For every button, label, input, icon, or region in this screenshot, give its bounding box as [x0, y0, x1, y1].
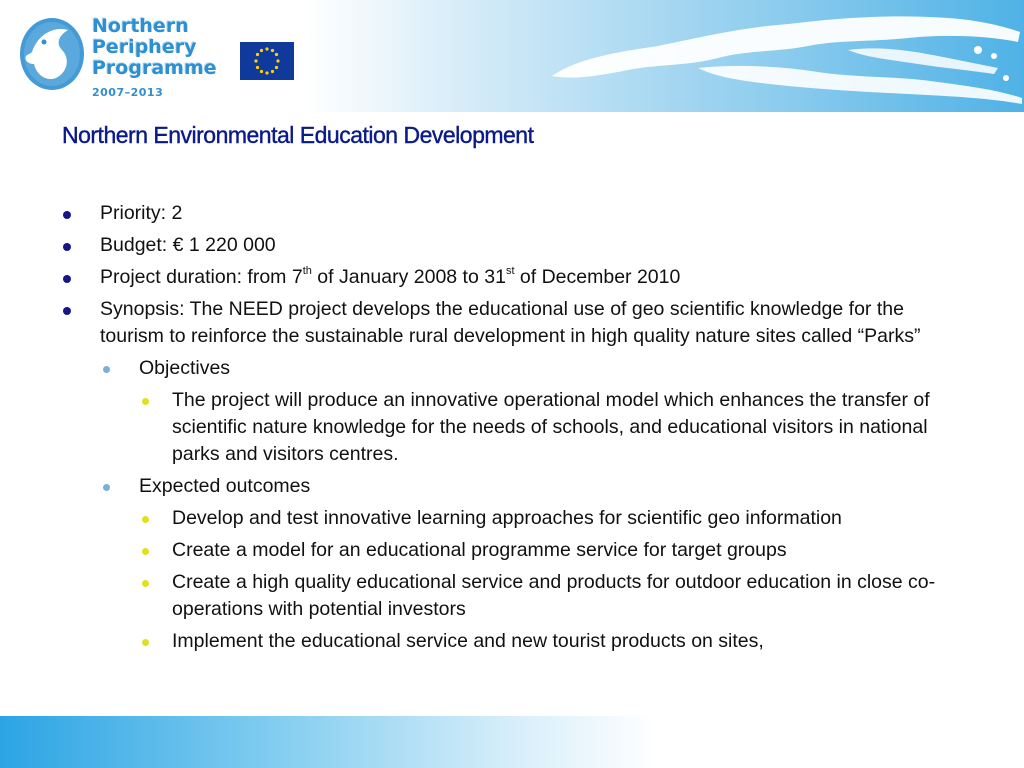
npp-logo-line1: Northern: [92, 15, 189, 37]
duration-sup-th: th: [302, 264, 312, 277]
slide-title: Northern Environmental Education Development: [62, 122, 534, 148]
objective-item: The project will produce an innovative operational model which enhances the transfer of scientific nature knowledge for the needs of schools, and educational visitors in national parks and visitors centres.: [139, 387, 962, 468]
duration-item: [62, 264, 962, 291]
outcomes-label: Expected outcomes: [139, 475, 311, 497]
npp-logo-line3: Programme: [92, 57, 217, 79]
footer-band: [0, 716, 1024, 768]
npp-logo-years: 2007–2013: [92, 86, 164, 99]
duration-middle: of January 2008 to 31: [311, 266, 506, 288]
outcomes-list: [139, 505, 962, 655]
duration-prefix: Project duration: from 7: [100, 266, 303, 288]
outcome-item: Create a high quality educational service and products for outdoor education in close co-operations with potential investors: [139, 569, 962, 623]
npp-logo-text: [92, 16, 217, 79]
outcomes-item: [100, 473, 962, 655]
objectives-label: Objectives: [139, 357, 231, 379]
eu-flag-icon: [240, 42, 294, 80]
outcome-item: Implement the educational service and new tourist products on sites,: [139, 628, 962, 655]
northern-periphery-map-graphic: [548, 6, 1024, 106]
objectives-item: [100, 355, 962, 468]
synopsis-item: [62, 296, 962, 655]
duration-sup-st: st: [505, 264, 515, 277]
outcome-item: Create a model for an educational programme service for target groups: [139, 537, 962, 564]
outcome-item: Develop and test innovative learning approaches for scientific geo information: [139, 505, 962, 532]
slide-content: [62, 200, 962, 660]
npp-logo-line2: Periphery: [92, 36, 197, 58]
priority-item: Priority: 2: [62, 200, 962, 227]
synopsis-text: Synopsis: The NEED project develops the educational use of geo scientific knowledge for the tourism to reinforce the sustainable rural development in high quality nature sites called “Parks”: [100, 298, 921, 347]
budget-item: Budget: € 1 220 000: [62, 232, 962, 259]
main-bullet-list: [62, 200, 962, 655]
duration-suffix: of December 2010: [514, 266, 681, 288]
objectives-list: [139, 387, 962, 468]
synopsis-sub-list: [100, 355, 962, 655]
